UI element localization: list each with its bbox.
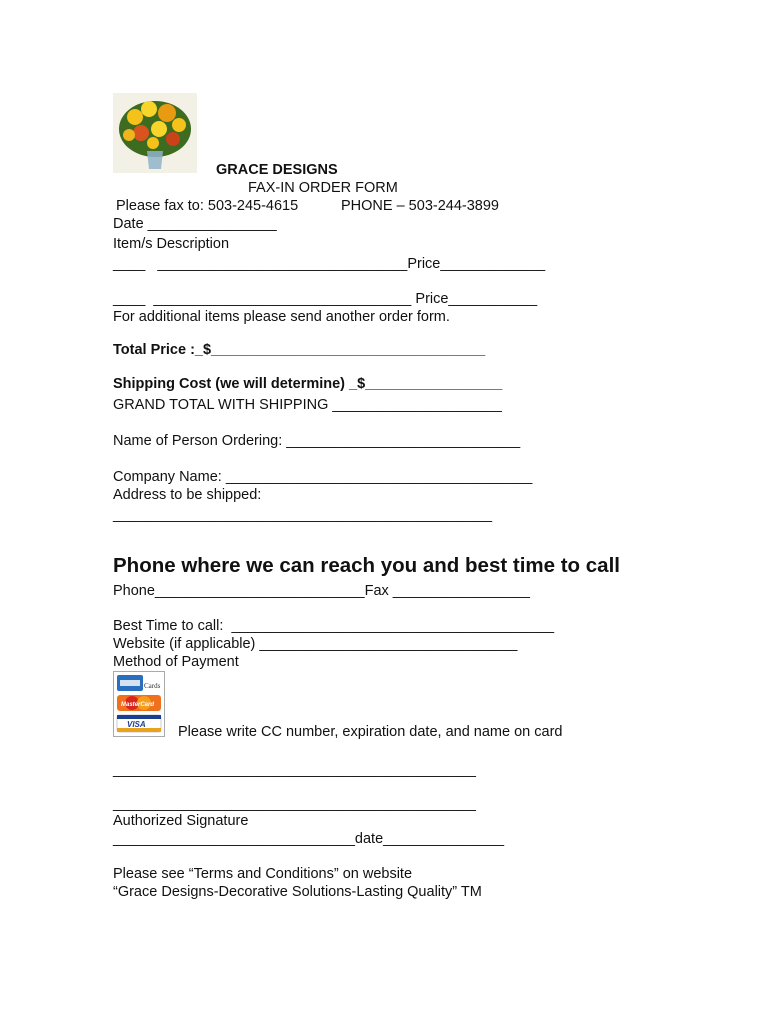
- item-description-label: Item/s Description: [113, 236, 230, 252]
- terms-note: Please see “Terms and Conditions” on website: [113, 866, 413, 882]
- person-ordering-field: Name of Person Ordering: _____________________________: [113, 433, 521, 449]
- signature-date-line: ______________________________date_______________: [113, 831, 505, 847]
- company-name: GRACE DESIGNS: [216, 162, 338, 178]
- amex-label: Cards: [144, 682, 161, 690]
- fax-number: Please fax to: 503-245-4615: [116, 198, 299, 214]
- mastercard-label: MasterCard: [121, 702, 155, 708]
- signature-line: _____________________________________________: [113, 796, 476, 812]
- flower-bouquet-image: [113, 93, 197, 173]
- visa-label: VISA: [127, 720, 146, 729]
- payment-method-label: Method of Payment: [113, 654, 239, 670]
- signature-label: Authorized Signature: [113, 813, 249, 829]
- phone-number: PHONE – 503-244-3899: [341, 198, 499, 214]
- date-field: Date ________________: [113, 216, 277, 232]
- additional-items-note: For additional items please send another order form.: [113, 309, 450, 325]
- item-row-2: ____ ________________________________ Price___________: [113, 291, 538, 307]
- shipping-cost-field: Shipping Cost (we will determine) _$_________________: [113, 376, 503, 392]
- best-time-field: Best Time to call: ________________________________________: [113, 618, 555, 634]
- grand-total-field: GRAND TOTAL WITH SHIPPING _____________________: [113, 397, 502, 413]
- tagline: “Grace Designs-Decorative Solutions-Lasting Quality” TM: [113, 884, 482, 900]
- company-name-field: Company Name: ______________________________________: [113, 469, 533, 485]
- cc-details-line: _____________________________________________: [113, 762, 476, 778]
- form-title: FAX-IN ORDER FORM: [248, 180, 398, 196]
- contact-heading: Phone where we can reach you and best time to call: [113, 554, 620, 577]
- address-label: Address to be shipped:: [113, 487, 262, 503]
- total-price-field: Total Price :_$__________________________________: [113, 342, 486, 358]
- cc-instruction: Please write CC number, expiration date, and name on card: [178, 724, 563, 740]
- phone-fax-field: Phone__________________________Fax _________________: [113, 583, 530, 599]
- item-row-1: ____ _______________________________Price_____________: [113, 256, 546, 272]
- address-line: _______________________________________________: [113, 507, 493, 523]
- credit-cards-icon: [113, 671, 165, 737]
- website-field: Website (if applicable) ________________________________: [113, 636, 518, 652]
